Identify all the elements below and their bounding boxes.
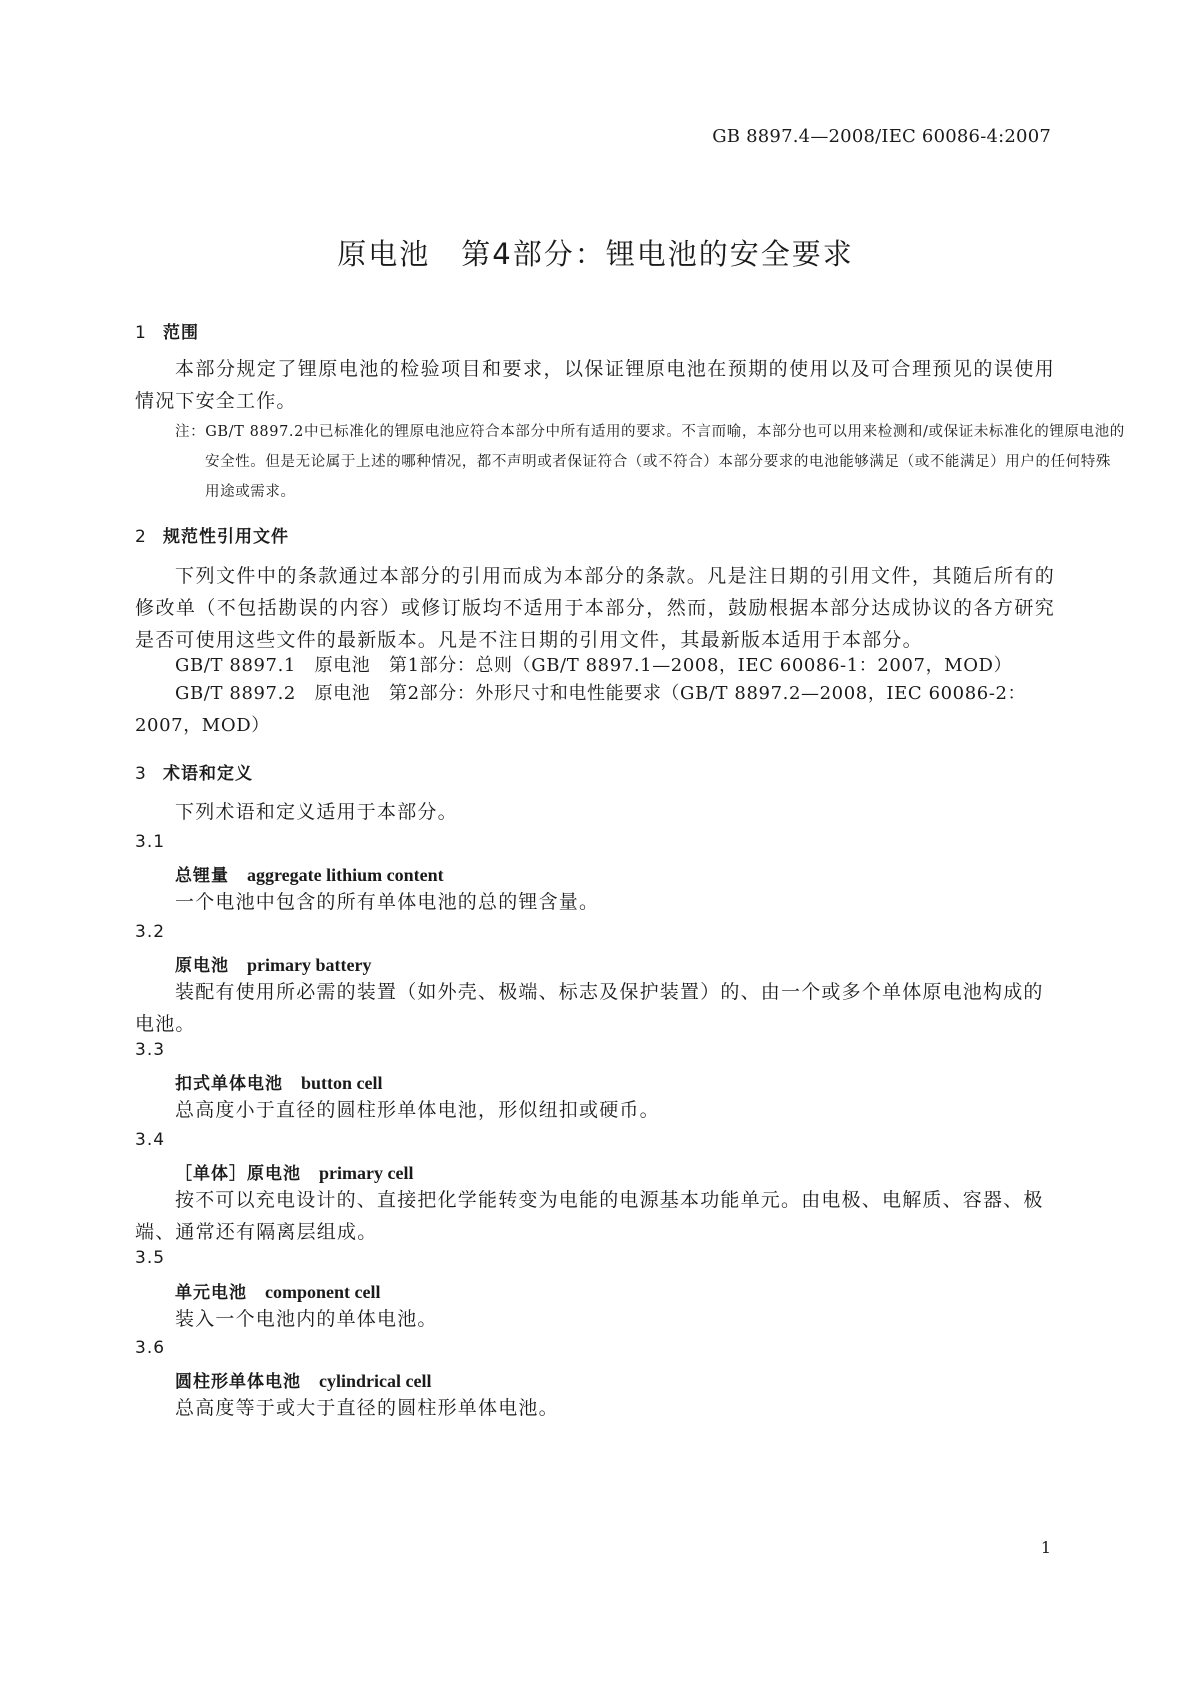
section-1-paragraph: 本部分规定了锂原电池的检验项目和要求，以保证锂原电池在预期的使用以及可合理预见的误使用情况下安全工作。 — [135, 358, 1055, 412]
term-entry — [135, 1159, 1095, 1184]
standard-code: GB 8897.4—2008/IEC 60086-4:2007 — [712, 126, 1051, 147]
section-number: 3 — [135, 764, 147, 784]
section-title: 规范性引用文件 — [163, 527, 289, 547]
normative-reference-2: GB/T 8897.2 原电池 第2部分：外形尺寸和电性能要求（GB/T 8897.2—2008，IEC 60086-2：2007，MOD） — [135, 683, 1027, 736]
section-1-note: 注：GB/T 8897.2中已标准化的锂原电池应符合本部分中所有适用的要求。不言而喻，本部分也可以用来检测和/或保证未标准化的锂原电池的安全性。但是无论属于上述的哪种情况，都不声明或者保证符合（或不符合）本部分要求的电池能够满足（或不能满足）用户的任何特殊用途或需求。 — [175, 424, 1125, 500]
term-definition: 一个电池中包含的所有单体电池的总的锂含量。 — [175, 891, 600, 913]
term-definition: 装入一个电池内的单体电池。 — [175, 1308, 438, 1330]
term-definition: 按不可以充电设计的、直接把化学能转变为电能的电源基本功能单元。由电极、电解质、容器、极端、通常还有隔离层组成。 — [135, 1189, 1044, 1243]
normative-reference-1: GB/T 8897.1 原电池 第1部分：总则（GB/T 8897.1—2008，IEC 60086-1：2007，MOD） — [175, 655, 1013, 676]
section-3-heading — [135, 759, 1055, 784]
clause-number: 3.4 — [135, 1130, 166, 1150]
term-english: button cell — [301, 1073, 383, 1093]
term-english: component cell — [265, 1282, 381, 1302]
term-entry — [135, 951, 1095, 976]
term-english: primary cell — [319, 1163, 414, 1183]
term-definition: 总高度小于直径的圆柱形单体电池，形似纽扣或硬币。 — [175, 1099, 660, 1121]
section-title: 范围 — [163, 323, 199, 343]
term-chinese: 圆柱形单体电池 — [175, 1372, 301, 1392]
term-entry — [135, 861, 1095, 886]
term-chinese: 扣式单体电池 — [175, 1074, 283, 1094]
term-english: cylindrical cell — [319, 1371, 432, 1391]
document-title: 原电池 第4部分：锂电池的安全要求 — [337, 237, 854, 271]
clause-number: 3.6 — [135, 1338, 166, 1358]
section-2-paragraph: 下列文件中的条款通过本部分的引用而成为本部分的条款。凡是注日期的引用文件，其随后所有的修改单（不包括勘误的内容）或修订版均不适用于本部分，然而，鼓励根据本部分达成协议的各方研究是否可使用这些文件的最新版本。凡是不注日期的引用文件，其最新版本适用于本部分。 — [135, 565, 1055, 651]
page-number: 1 — [1040, 1538, 1051, 1557]
term-chinese: 总锂量 — [175, 866, 229, 886]
section-3-paragraph: 下列术语和定义适用于本部分。 — [175, 801, 458, 823]
term-entry — [135, 1069, 1095, 1094]
section-1-heading — [135, 318, 1055, 343]
term-chinese: 原电池 — [175, 956, 229, 976]
term-english: aggregate lithium content — [247, 865, 444, 885]
term-definition: 装配有使用所必需的装置（如外壳、极端、标志及保护装置）的、由一个或多个单体原电池构成的电池。 — [135, 981, 1044, 1035]
term-english: primary battery — [247, 955, 372, 975]
section-2-heading — [135, 522, 1055, 547]
clause-number: 3.2 — [135, 922, 166, 942]
term-definition: 总高度等于或大于直径的圆柱形单体电池。 — [175, 1397, 559, 1419]
section-title: 术语和定义 — [163, 764, 253, 784]
term-chinese: 单元电池 — [175, 1283, 247, 1303]
section-number: 1 — [135, 323, 147, 343]
clause-number: 3.1 — [135, 832, 166, 852]
term-entry — [135, 1367, 1095, 1392]
term-entry — [135, 1278, 1095, 1303]
clause-number: 3.3 — [135, 1040, 166, 1060]
section-number: 2 — [135, 527, 147, 547]
term-chinese: ［单体］原电池 — [175, 1164, 301, 1184]
clause-number: 3.5 — [135, 1248, 166, 1268]
